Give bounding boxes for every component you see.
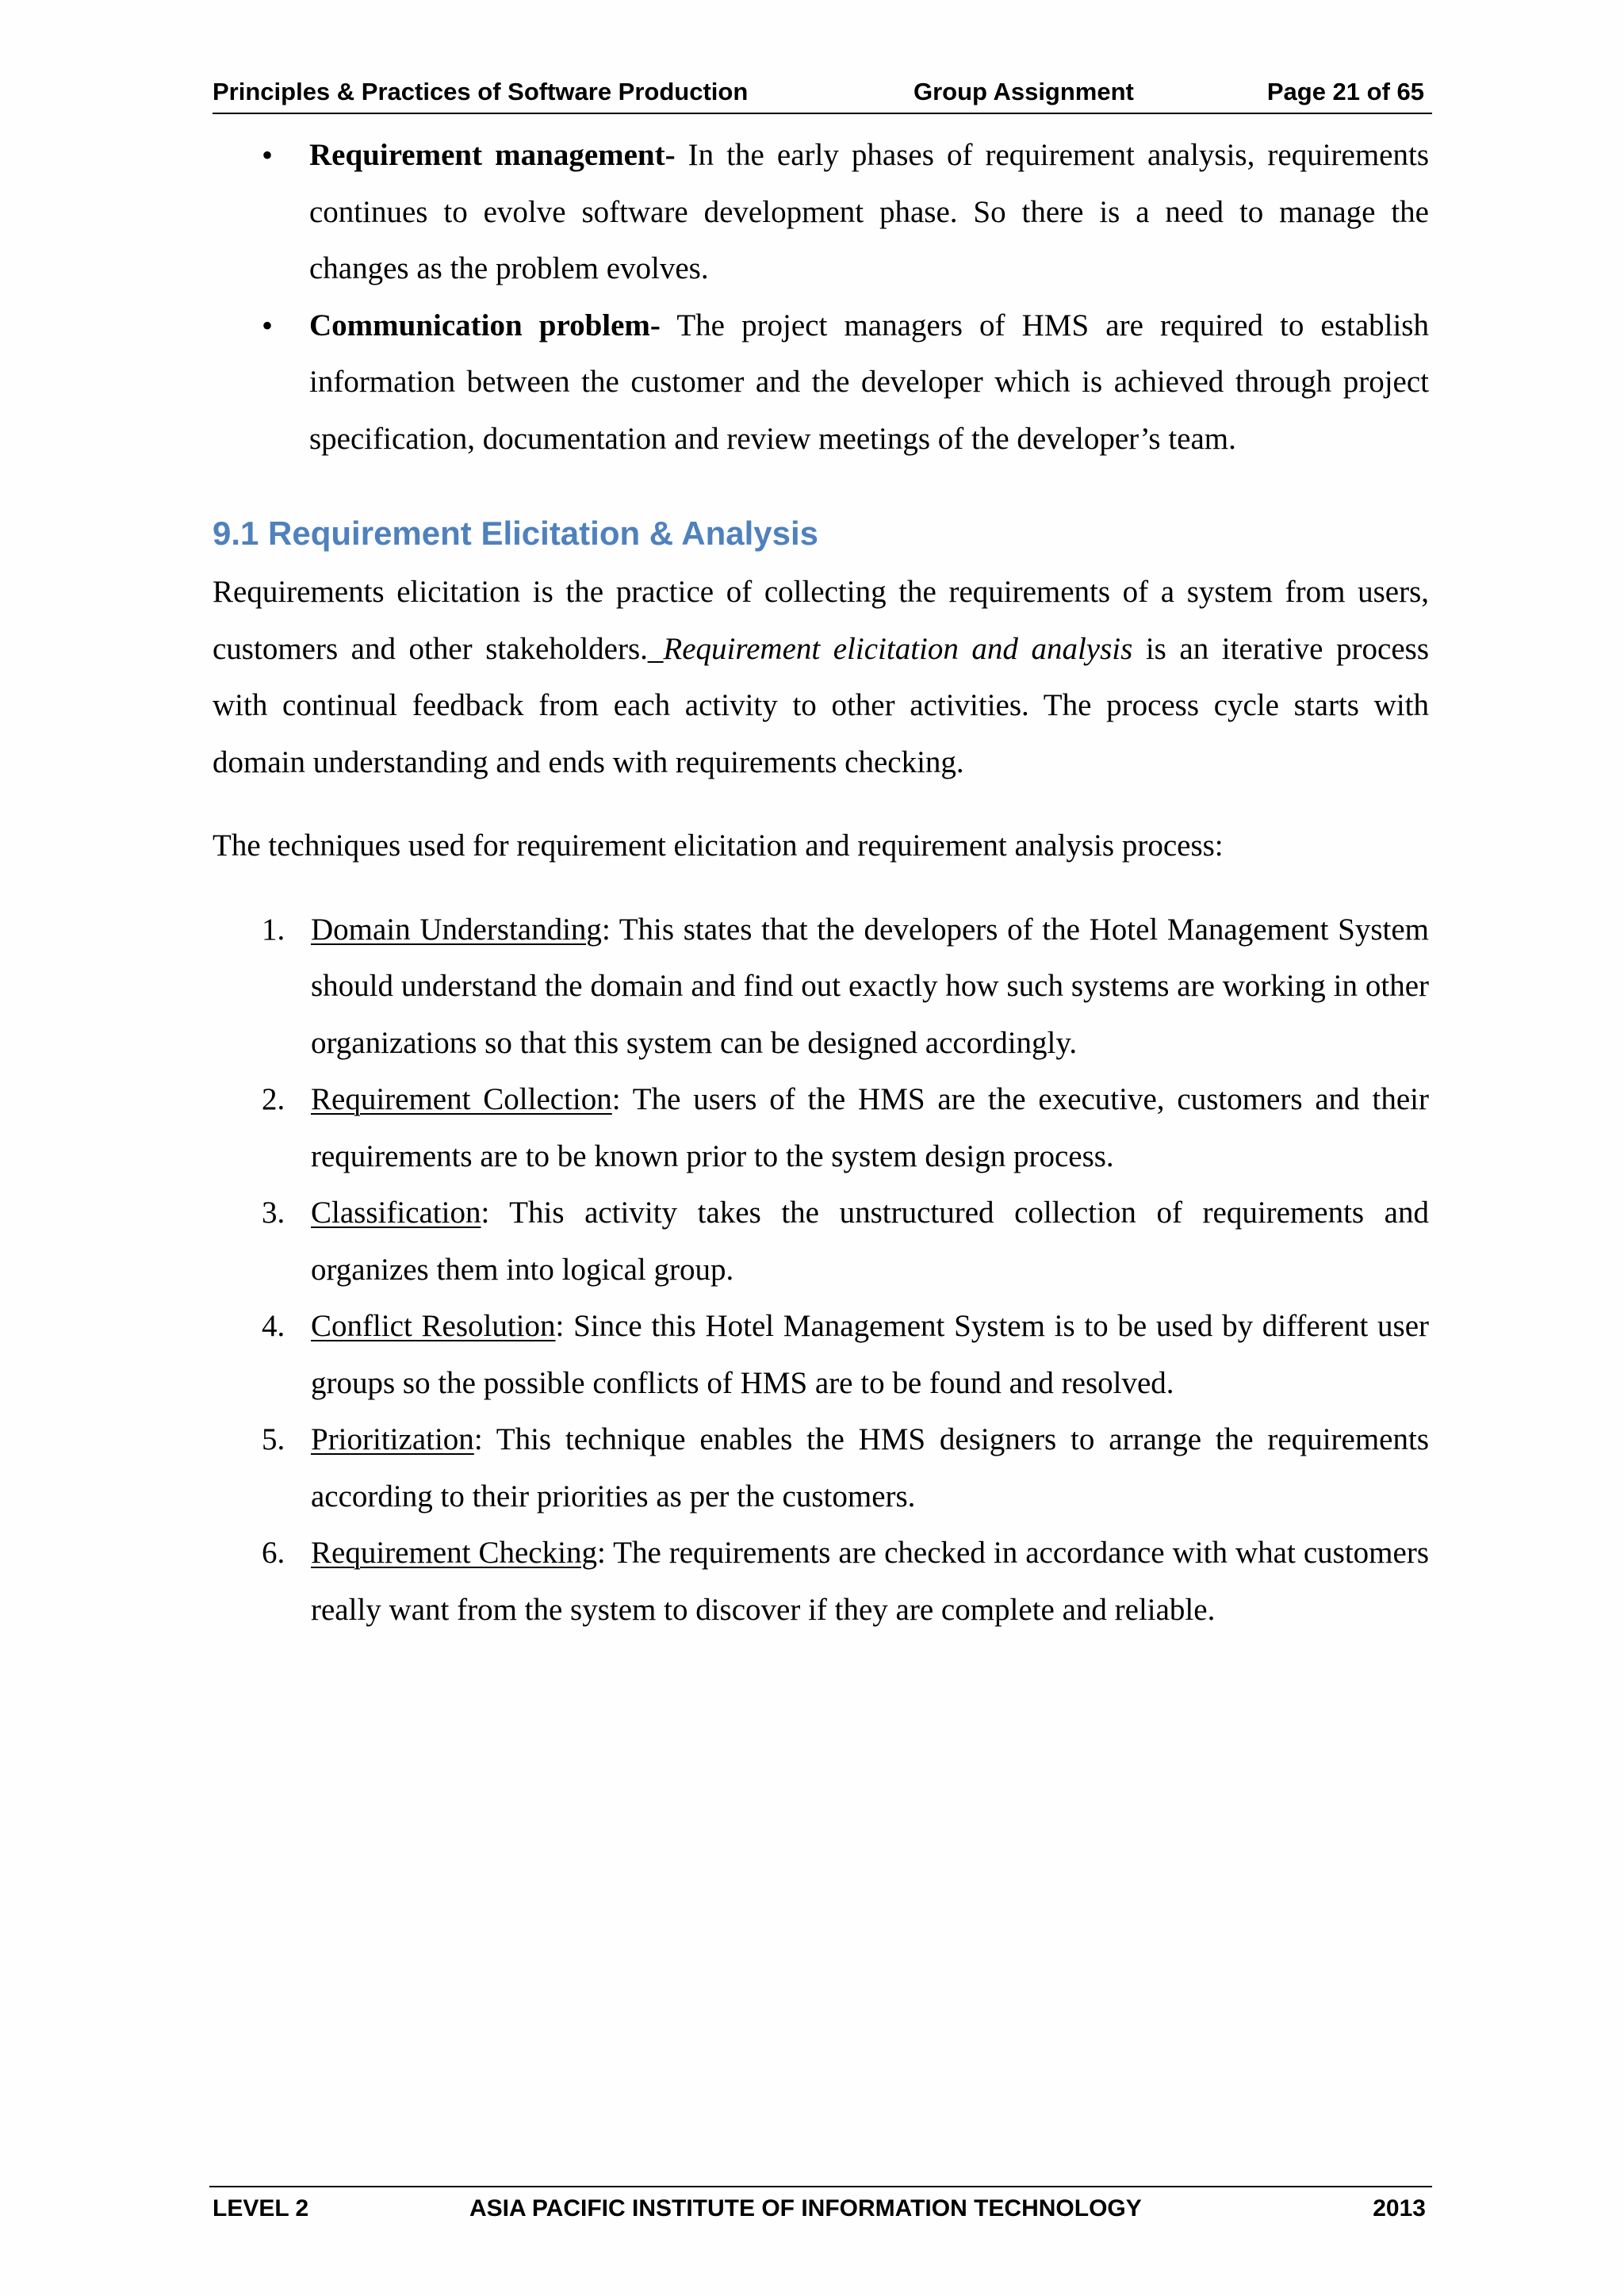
technique-item [213,1184,1429,1298]
technique-term: Requirement Collection [311,1082,612,1116]
technique-item [213,1411,1429,1525]
technique-item [213,901,1429,1072]
technique-item [213,1298,1429,1411]
bullet-term: Communication problem- [309,308,661,342]
technique-item [213,1071,1429,1184]
intro-italic-term: Requirement elicitation and analysis [663,631,1133,666]
technique-item [213,1525,1429,1638]
technique-text: : This activity takes the unstructured collection of requirements and organizes them into logical group. [311,1196,1429,1287]
footer-year: 2013 [1373,2195,1426,2221]
bullet-icon: • [262,307,274,343]
bullet-term: Requirement management- [309,138,676,172]
technique-term: Domain Understanding [311,912,602,947]
technique-text: : The users of the HMS are the executive, customers and their requirements are to be known prior to the system design process. [311,1082,1429,1173]
header-page-number: Page 21 of 65 [1266,78,1424,105]
intro-text-part1: Requirements elicitation is the practice of collecting the requirements of a system from users, customers and other stakeholders._ [213,575,1429,666]
bullet-item-communication-problem [213,297,1429,468]
technique-text: : The requirements are checked in accordance with what customers really want from the system to discover if they are complete and reliable. [311,1536,1429,1627]
bullet-text: The project managers of HMS are required to establish information between the customer and the developer which is achieved through project specification, documentation and review meetings of the developer’s team. [309,308,1429,456]
technique-number: 6. [262,1536,285,1570]
page-content [213,127,1429,1638]
bullet-icon: • [262,137,274,173]
footer-institute: ASIA PACIFIC INSTITUTE OF INFORMATION TECHNOLOGY [469,2195,1142,2221]
techniques-list [213,901,1429,1639]
technique-text: : This technique enables the HMS designers to arrange the requirements according to their priorities as per the customers. [311,1422,1429,1513]
intro-text-part2: is an iterative process with continual feedback from each activity to other activities. The process cycle starts with domain understanding and ends with requirements checking. [213,631,1429,779]
footer-level: LEVEL 2 [213,2195,309,2221]
page-footer [209,2186,1432,2235]
technique-term: Classification [311,1196,481,1230]
technique-number: 3. [262,1196,285,1230]
section-heading: 9.1 Requirement Elicitation & Analysis [213,515,818,552]
page-header [213,76,1432,114]
bullet-list [213,127,1429,467]
technique-term: Prioritization [311,1422,474,1456]
header-assignment-label: Group Assignment [914,78,1134,105]
technique-number: 2. [262,1082,285,1116]
technique-text: : Since this Hotel Management System is to be used by different user groups so the possible conflicts of HMS are to be found and resolved. [311,1309,1429,1400]
bullet-text: In the early phases of requirement analysis, requirements continues to evolve software development phase. So there is a need to manage the changes as the problem evolves. [309,138,1429,285]
technique-number: 4. [262,1309,285,1343]
technique-term: Conflict Resolution [311,1309,556,1343]
technique-text: : This states that the developers of the Hotel Management System should understand the domain and find out exactly how such systems are working in other organizations so that this system can be designed accordingly. [311,912,1429,1060]
technique-number: 5. [262,1422,285,1456]
technique-number: 1. [262,912,285,947]
bullet-item-requirement-management [213,127,1429,297]
intro-paragraph [213,564,1429,790]
header-course-title: Principles & Practices of Software Production [213,78,749,105]
techniques-intro: The techniques used for requirement elicitation and requirement analysis process: [213,828,1224,863]
technique-term: Requirement Checking [311,1536,597,1570]
